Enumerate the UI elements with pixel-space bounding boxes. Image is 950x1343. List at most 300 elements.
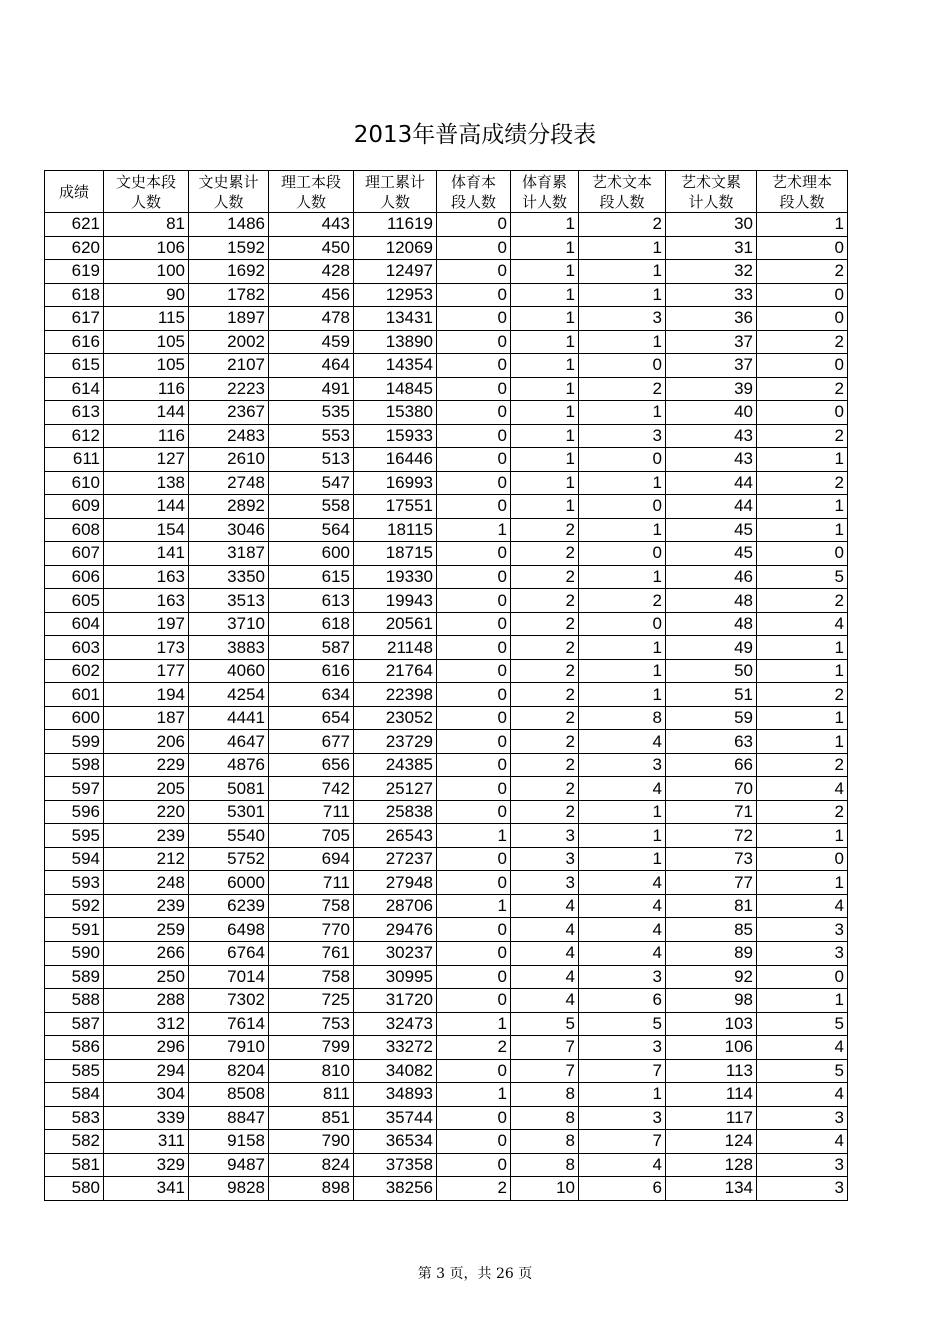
score-cell: 616: [45, 330, 104, 354]
table-cell: 116: [104, 424, 189, 448]
score-cell: 585: [45, 1059, 104, 1083]
table-cell: 459: [269, 330, 354, 354]
table-cell: 259: [104, 918, 189, 942]
table-cell: 1: [579, 330, 666, 354]
table-cell: 9158: [189, 1130, 269, 1154]
table-cell: 0: [437, 1130, 511, 1154]
table-cell: 23729: [354, 730, 437, 754]
table-cell: 1: [511, 236, 579, 260]
table-cell: 1: [511, 448, 579, 472]
table-cell: 7014: [189, 965, 269, 989]
table-cell: 24385: [354, 753, 437, 777]
table-cell: 2483: [189, 424, 269, 448]
table-cell: 0: [437, 659, 511, 683]
score-cell: 607: [45, 542, 104, 566]
table-cell: 81: [666, 894, 757, 918]
table-cell: 2: [511, 706, 579, 730]
table-cell: 0: [437, 847, 511, 871]
score-cell: 608: [45, 518, 104, 542]
table-cell: 535: [269, 401, 354, 425]
page-footer: 第 3 页，共 26 页: [417, 1266, 533, 1282]
table-cell: 2: [511, 659, 579, 683]
table-cell: 35744: [354, 1106, 437, 1130]
table-cell: 106: [666, 1036, 757, 1060]
table-cell: 811: [269, 1083, 354, 1107]
table-row: [45, 1153, 848, 1177]
table-row: [45, 518, 848, 542]
table-cell: 1: [511, 283, 579, 307]
table-cell: 7614: [189, 1012, 269, 1036]
score-cell: 592: [45, 894, 104, 918]
table-cell: 7302: [189, 989, 269, 1013]
table-row: [45, 1106, 848, 1130]
table-cell: 127: [104, 448, 189, 472]
table-cell: 553: [269, 424, 354, 448]
column-header-science-cumulative: 理工累计 人数: [354, 171, 437, 213]
table-cell: 4: [511, 918, 579, 942]
table-cell: 851: [269, 1106, 354, 1130]
table-cell: 197: [104, 612, 189, 636]
score-cell: 589: [45, 965, 104, 989]
table-cell: 1: [437, 1083, 511, 1107]
score-cell: 593: [45, 871, 104, 895]
table-cell: 4254: [189, 683, 269, 707]
table-cell: 0: [437, 542, 511, 566]
table-cell: 38256: [354, 1177, 437, 1201]
table-cell: 27237: [354, 847, 437, 871]
table-cell: 4: [757, 1083, 848, 1107]
table-row: [45, 918, 848, 942]
table-cell: 1: [511, 307, 579, 331]
table-cell: 34082: [354, 1059, 437, 1083]
table-cell: 44: [666, 471, 757, 495]
table-cell: 90: [104, 283, 189, 307]
table-cell: 59: [666, 706, 757, 730]
score-cell: 581: [45, 1153, 104, 1177]
table-cell: 2: [757, 424, 848, 448]
table-row: [45, 1036, 848, 1060]
table-cell: 3: [757, 918, 848, 942]
table-cell: 0: [579, 495, 666, 519]
table-cell: 6239: [189, 894, 269, 918]
table-row: [45, 612, 848, 636]
score-cell: 596: [45, 800, 104, 824]
table-cell: 294: [104, 1059, 189, 1083]
table-cell: 177: [104, 659, 189, 683]
table-cell: 1: [757, 824, 848, 848]
table-cell: 0: [437, 753, 511, 777]
table-cell: 8: [579, 706, 666, 730]
table-cell: 341: [104, 1177, 189, 1201]
table-cell: 4: [579, 1153, 666, 1177]
table-cell: 0: [437, 1106, 511, 1130]
table-cell: 124: [666, 1130, 757, 1154]
score-cell: 611: [45, 448, 104, 472]
table-cell: 1: [757, 448, 848, 472]
table-row: [45, 565, 848, 589]
table-cell: 4: [579, 777, 666, 801]
table-cell: 0: [437, 941, 511, 965]
table-cell: 4: [579, 918, 666, 942]
table-cell: 0: [437, 589, 511, 613]
table-cell: 7: [511, 1036, 579, 1060]
table-cell: 12953: [354, 283, 437, 307]
table-cell: 450: [269, 236, 354, 260]
table-cell: 3: [757, 941, 848, 965]
table-cell: 4876: [189, 753, 269, 777]
table-cell: 4: [579, 941, 666, 965]
table-cell: 2: [579, 377, 666, 401]
table-cell: 37: [666, 330, 757, 354]
table-cell: 478: [269, 307, 354, 331]
table-cell: 1: [437, 824, 511, 848]
table-cell: 46: [666, 565, 757, 589]
table-cell: 70: [666, 777, 757, 801]
table-row: [45, 1012, 848, 1036]
table-cell: 2: [511, 518, 579, 542]
table-cell: 790: [269, 1130, 354, 1154]
table-cell: 4: [579, 730, 666, 754]
table-cell: 296: [104, 1036, 189, 1060]
table-cell: 0: [579, 612, 666, 636]
table-cell: 239: [104, 894, 189, 918]
table-cell: 1: [511, 471, 579, 495]
column-header-art-liberal-segment: 艺术文本 段人数: [579, 171, 666, 213]
table-cell: 0: [579, 354, 666, 378]
table-cell: 39: [666, 377, 757, 401]
table-cell: 3513: [189, 589, 269, 613]
table-cell: 13890: [354, 330, 437, 354]
table-cell: 31720: [354, 989, 437, 1013]
table-cell: 770: [269, 918, 354, 942]
table-row: [45, 471, 848, 495]
table-cell: 2748: [189, 471, 269, 495]
table-cell: 15933: [354, 424, 437, 448]
table-cell: 36534: [354, 1130, 437, 1154]
table-cell: 2: [757, 800, 848, 824]
table-cell: 1592: [189, 236, 269, 260]
score-cell: 587: [45, 1012, 104, 1036]
table-cell: 77: [666, 871, 757, 895]
table-cell: 8: [511, 1130, 579, 1154]
table-cell: 339: [104, 1106, 189, 1130]
score-cell: 582: [45, 1130, 104, 1154]
table-cell: 9487: [189, 1153, 269, 1177]
score-cell: 580: [45, 1177, 104, 1201]
table-cell: 558: [269, 495, 354, 519]
table-cell: 711: [269, 871, 354, 895]
table-cell: 799: [269, 1036, 354, 1060]
table-cell: 304: [104, 1083, 189, 1107]
table-cell: 513: [269, 448, 354, 472]
table-cell: 21764: [354, 659, 437, 683]
table-cell: 81: [104, 213, 189, 237]
table-cell: 0: [437, 565, 511, 589]
score-cell: 619: [45, 260, 104, 284]
table-cell: 19330: [354, 565, 437, 589]
table-row: [45, 871, 848, 895]
table-cell: 898: [269, 1177, 354, 1201]
table-cell: 134: [666, 1177, 757, 1201]
table-cell: 16446: [354, 448, 437, 472]
table-cell: 0: [437, 636, 511, 660]
table-cell: 0: [757, 965, 848, 989]
table-row: [45, 260, 848, 284]
table-row: [45, 1059, 848, 1083]
table-cell: 0: [437, 965, 511, 989]
table-cell: 33272: [354, 1036, 437, 1060]
table-cell: 2: [757, 683, 848, 707]
table-cell: 1: [579, 847, 666, 871]
column-header-sports-cumulative: 体育累 计人数: [511, 171, 579, 213]
column-header-score: 成绩: [45, 171, 104, 213]
table-cell: 4: [757, 777, 848, 801]
table-cell: 1: [511, 424, 579, 448]
table-cell: 19943: [354, 589, 437, 613]
table-cell: 4: [511, 894, 579, 918]
table-cell: 29476: [354, 918, 437, 942]
table-row: [45, 941, 848, 965]
score-cell: 603: [45, 636, 104, 660]
table-cell: 8: [511, 1083, 579, 1107]
table-cell: 1: [579, 800, 666, 824]
table-row: [45, 965, 848, 989]
table-cell: 3: [757, 1106, 848, 1130]
table-cell: 2: [511, 753, 579, 777]
table-cell: 0: [437, 871, 511, 895]
table-cell: 3: [511, 847, 579, 871]
table-cell: 1: [437, 894, 511, 918]
table-cell: 106: [104, 236, 189, 260]
table-cell: 2: [579, 213, 666, 237]
score-cell: 612: [45, 424, 104, 448]
table-cell: 656: [269, 753, 354, 777]
table-cell: 1: [579, 260, 666, 284]
table-cell: 3: [579, 965, 666, 989]
table-cell: 105: [104, 354, 189, 378]
score-cell: 614: [45, 377, 104, 401]
score-cell: 591: [45, 918, 104, 942]
score-cell: 621: [45, 213, 104, 237]
table-cell: 116: [104, 377, 189, 401]
table-cell: 758: [269, 894, 354, 918]
table-cell: 25127: [354, 777, 437, 801]
table-cell: 6498: [189, 918, 269, 942]
table-cell: 12069: [354, 236, 437, 260]
score-cell: 584: [45, 1083, 104, 1107]
table-cell: 1: [511, 401, 579, 425]
table-cell: 144: [104, 495, 189, 519]
table-cell: 2: [757, 260, 848, 284]
table-cell: 761: [269, 941, 354, 965]
score-distribution-table: [44, 170, 848, 1201]
table-row: [45, 448, 848, 472]
table-cell: 0: [437, 730, 511, 754]
table-row: [45, 377, 848, 401]
table-cell: 206: [104, 730, 189, 754]
table-cell: 0: [437, 989, 511, 1013]
table-cell: 66: [666, 753, 757, 777]
table-cell: 31: [666, 236, 757, 260]
table-cell: 2002: [189, 330, 269, 354]
table-cell: 3883: [189, 636, 269, 660]
table-cell: 2: [511, 565, 579, 589]
table-cell: 456: [269, 283, 354, 307]
table-cell: 0: [757, 401, 848, 425]
table-cell: 89: [666, 941, 757, 965]
table-cell: 1: [757, 213, 848, 237]
score-cell: 590: [45, 941, 104, 965]
table-cell: 14845: [354, 377, 437, 401]
table-cell: 2: [511, 777, 579, 801]
table-cell: 1692: [189, 260, 269, 284]
table-cell: 4060: [189, 659, 269, 683]
table-cell: 1: [511, 213, 579, 237]
table-cell: 15380: [354, 401, 437, 425]
table-cell: 0: [437, 424, 511, 448]
table-cell: 1897: [189, 307, 269, 331]
score-cell: 583: [45, 1106, 104, 1130]
table-cell: 694: [269, 847, 354, 871]
table-cell: 32473: [354, 1012, 437, 1036]
table-cell: 0: [437, 401, 511, 425]
table-cell: 613: [269, 589, 354, 613]
table-cell: 4: [757, 612, 848, 636]
score-cell: 620: [45, 236, 104, 260]
table-cell: 7910: [189, 1036, 269, 1060]
table-cell: 1: [511, 377, 579, 401]
score-cell: 600: [45, 706, 104, 730]
table-cell: 2: [757, 471, 848, 495]
table-cell: 1: [579, 683, 666, 707]
table-cell: 5081: [189, 777, 269, 801]
table-cell: 50: [666, 659, 757, 683]
table-cell: 2: [757, 753, 848, 777]
table-cell: 1: [579, 236, 666, 260]
table-row: [45, 800, 848, 824]
score-cell: 599: [45, 730, 104, 754]
table-cell: 30237: [354, 941, 437, 965]
table-cell: 2: [757, 330, 848, 354]
table-cell: 0: [437, 918, 511, 942]
table-cell: 43: [666, 448, 757, 472]
table-cell: 8: [511, 1106, 579, 1130]
table-cell: 250: [104, 965, 189, 989]
table-cell: 3: [757, 1153, 848, 1177]
table-cell: 85: [666, 918, 757, 942]
table-cell: 144: [104, 401, 189, 425]
table-cell: 21148: [354, 636, 437, 660]
table-cell: 163: [104, 565, 189, 589]
table-cell: 266: [104, 941, 189, 965]
table-cell: 587: [269, 636, 354, 660]
table-cell: 2610: [189, 448, 269, 472]
table-cell: 3: [579, 1036, 666, 1060]
table-row: [45, 753, 848, 777]
table-row: [45, 636, 848, 660]
table-cell: 8: [511, 1153, 579, 1177]
table-cell: 2: [511, 730, 579, 754]
score-cell: 601: [45, 683, 104, 707]
score-cell: 602: [45, 659, 104, 683]
table-cell: 0: [437, 800, 511, 824]
table-cell: 117: [666, 1106, 757, 1130]
table-cell: 464: [269, 354, 354, 378]
table-cell: 45: [666, 518, 757, 542]
table-cell: 4: [757, 894, 848, 918]
table-cell: 5540: [189, 824, 269, 848]
table-cell: 6: [579, 989, 666, 1013]
table-cell: 428: [269, 260, 354, 284]
table-row: [45, 1083, 848, 1107]
table-cell: 1: [579, 824, 666, 848]
table-cell: 0: [437, 612, 511, 636]
table-cell: 2: [757, 377, 848, 401]
table-cell: 1: [757, 989, 848, 1013]
table-cell: 13431: [354, 307, 437, 331]
table-cell: 705: [269, 824, 354, 848]
table-cell: 3: [579, 1106, 666, 1130]
table-cell: 4: [579, 894, 666, 918]
table-cell: 0: [757, 542, 848, 566]
table-cell: 0: [437, 377, 511, 401]
column-header-arts-segment: 文史本段 人数: [104, 171, 189, 213]
table-cell: 1: [757, 871, 848, 895]
table-cell: 2: [511, 589, 579, 613]
table-row: [45, 424, 848, 448]
table-cell: 10: [511, 1177, 579, 1201]
table-cell: 0: [437, 260, 511, 284]
table-cell: 2223: [189, 377, 269, 401]
table-cell: 7: [579, 1130, 666, 1154]
score-cell: 594: [45, 847, 104, 871]
table-cell: 2892: [189, 495, 269, 519]
table-cell: 1486: [189, 213, 269, 237]
table-cell: 3: [511, 824, 579, 848]
score-cell: 609: [45, 495, 104, 519]
table-cell: 8204: [189, 1059, 269, 1083]
table-cell: 3: [511, 871, 579, 895]
table-cell: 1: [579, 636, 666, 660]
table-row: [45, 542, 848, 566]
table-cell: 3710: [189, 612, 269, 636]
table-row: [45, 283, 848, 307]
table-cell: 1: [757, 706, 848, 730]
table-cell: 5: [757, 565, 848, 589]
table-cell: 114: [666, 1083, 757, 1107]
table-cell: 758: [269, 965, 354, 989]
table-cell: 9828: [189, 1177, 269, 1201]
table-row: [45, 847, 848, 871]
table-body: [45, 213, 848, 1201]
table-cell: 1: [511, 495, 579, 519]
table-cell: 615: [269, 565, 354, 589]
table-cell: 100: [104, 260, 189, 284]
table-cell: 329: [104, 1153, 189, 1177]
table-cell: 0: [757, 283, 848, 307]
table-cell: 138: [104, 471, 189, 495]
score-cell: 610: [45, 471, 104, 495]
table-cell: 8508: [189, 1083, 269, 1107]
table-cell: 2: [511, 542, 579, 566]
table-cell: 3: [579, 307, 666, 331]
table-cell: 1: [579, 471, 666, 495]
table-cell: 0: [437, 495, 511, 519]
table-cell: 1: [437, 1012, 511, 1036]
table-cell: 26543: [354, 824, 437, 848]
table-cell: 616: [269, 659, 354, 683]
column-header-sports-segment: 体育本 段人数: [437, 171, 511, 213]
